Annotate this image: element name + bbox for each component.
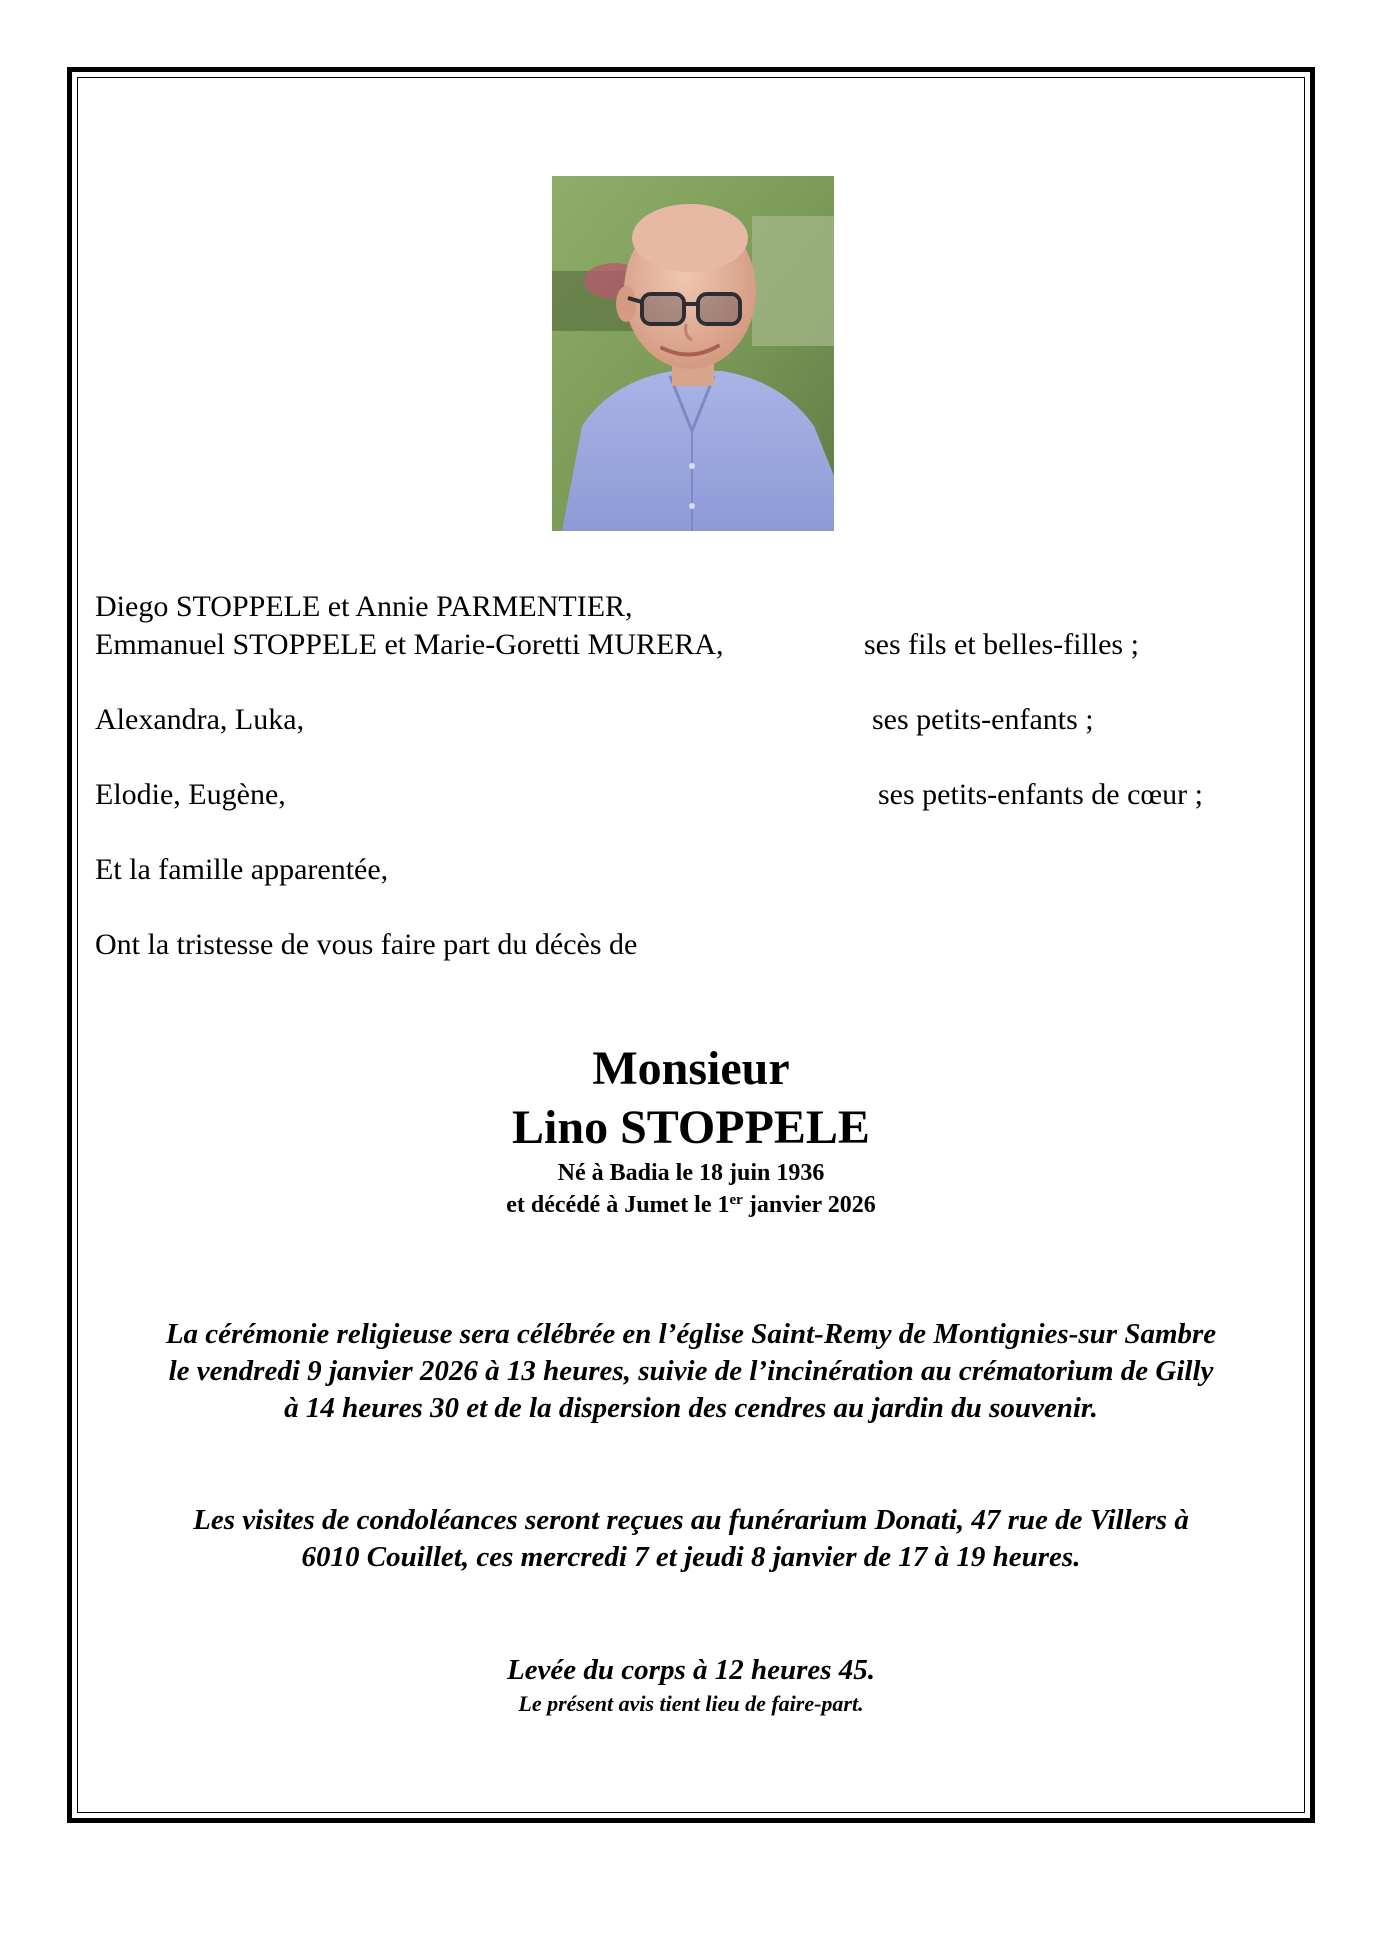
family-line-2-relation: ses fils et belles-filles ; <box>864 628 1139 661</box>
family-line-2: Emmanuel STOPPELE et Marie-Goretti MURERA, <box>95 628 724 661</box>
announcement: Ont la tristesse de vous faire part du décès de <box>95 928 638 961</box>
visits-line-2: 6010 Couillet, ces mercredi 7 et jeudi 8 janvier de 17 à 19 heures. <box>301 1541 1081 1573</box>
grandchildren-relation: ses petits-enfants ; <box>872 703 1094 736</box>
death-line <box>80 1190 1302 1220</box>
deceased-name: Lino STOPPELE <box>512 1101 870 1154</box>
ceremony-line-3: à 14 heures 30 et de la dispersion des cendres au jardin du souvenir. <box>284 1392 1098 1424</box>
visits-line-1: Les visites de condoléances seront reçues au funérarium Donati, 47 rue de Villers à <box>193 1504 1189 1536</box>
death-line-prefix: et décédé à Jumet le 1 <box>506 1192 730 1218</box>
death-line-suffix: janvier 2026 <box>742 1192 876 1218</box>
family-line-1: Diego STOPPELE et Annie PARMENTIER, <box>95 590 633 623</box>
ceremony-line-1: La cérémonie religieuse sera célébrée en l’église Saint-Remy de Montignies-sur Sambre <box>165 1318 1217 1350</box>
death-line-superscript: er <box>729 1192 743 1208</box>
body-lift: Levée du corps à 12 heures 45. <box>506 1654 876 1686</box>
ceremony-line-2: le vendredi 9 janvier 2026 à 13 heures, suivie de l’incinération au crématorium de Gilly <box>168 1355 1214 1387</box>
notice: Le présent avis tient lieu de faire-part. <box>518 1691 864 1716</box>
extended-family: Et la famille apparentée, <box>95 853 389 886</box>
portrait-photo <box>552 176 834 531</box>
birth-line: Né à Badia le 18 juin 1936 <box>557 1160 825 1186</box>
deceased-honorific: Monsieur <box>592 1042 790 1095</box>
heart-grandchildren-names: Elodie, Eugène, <box>95 778 286 811</box>
grandchildren-names: Alexandra, Luka, <box>95 703 305 736</box>
heart-grandchildren-relation: ses petits-enfants de cœur ; <box>878 778 1203 811</box>
